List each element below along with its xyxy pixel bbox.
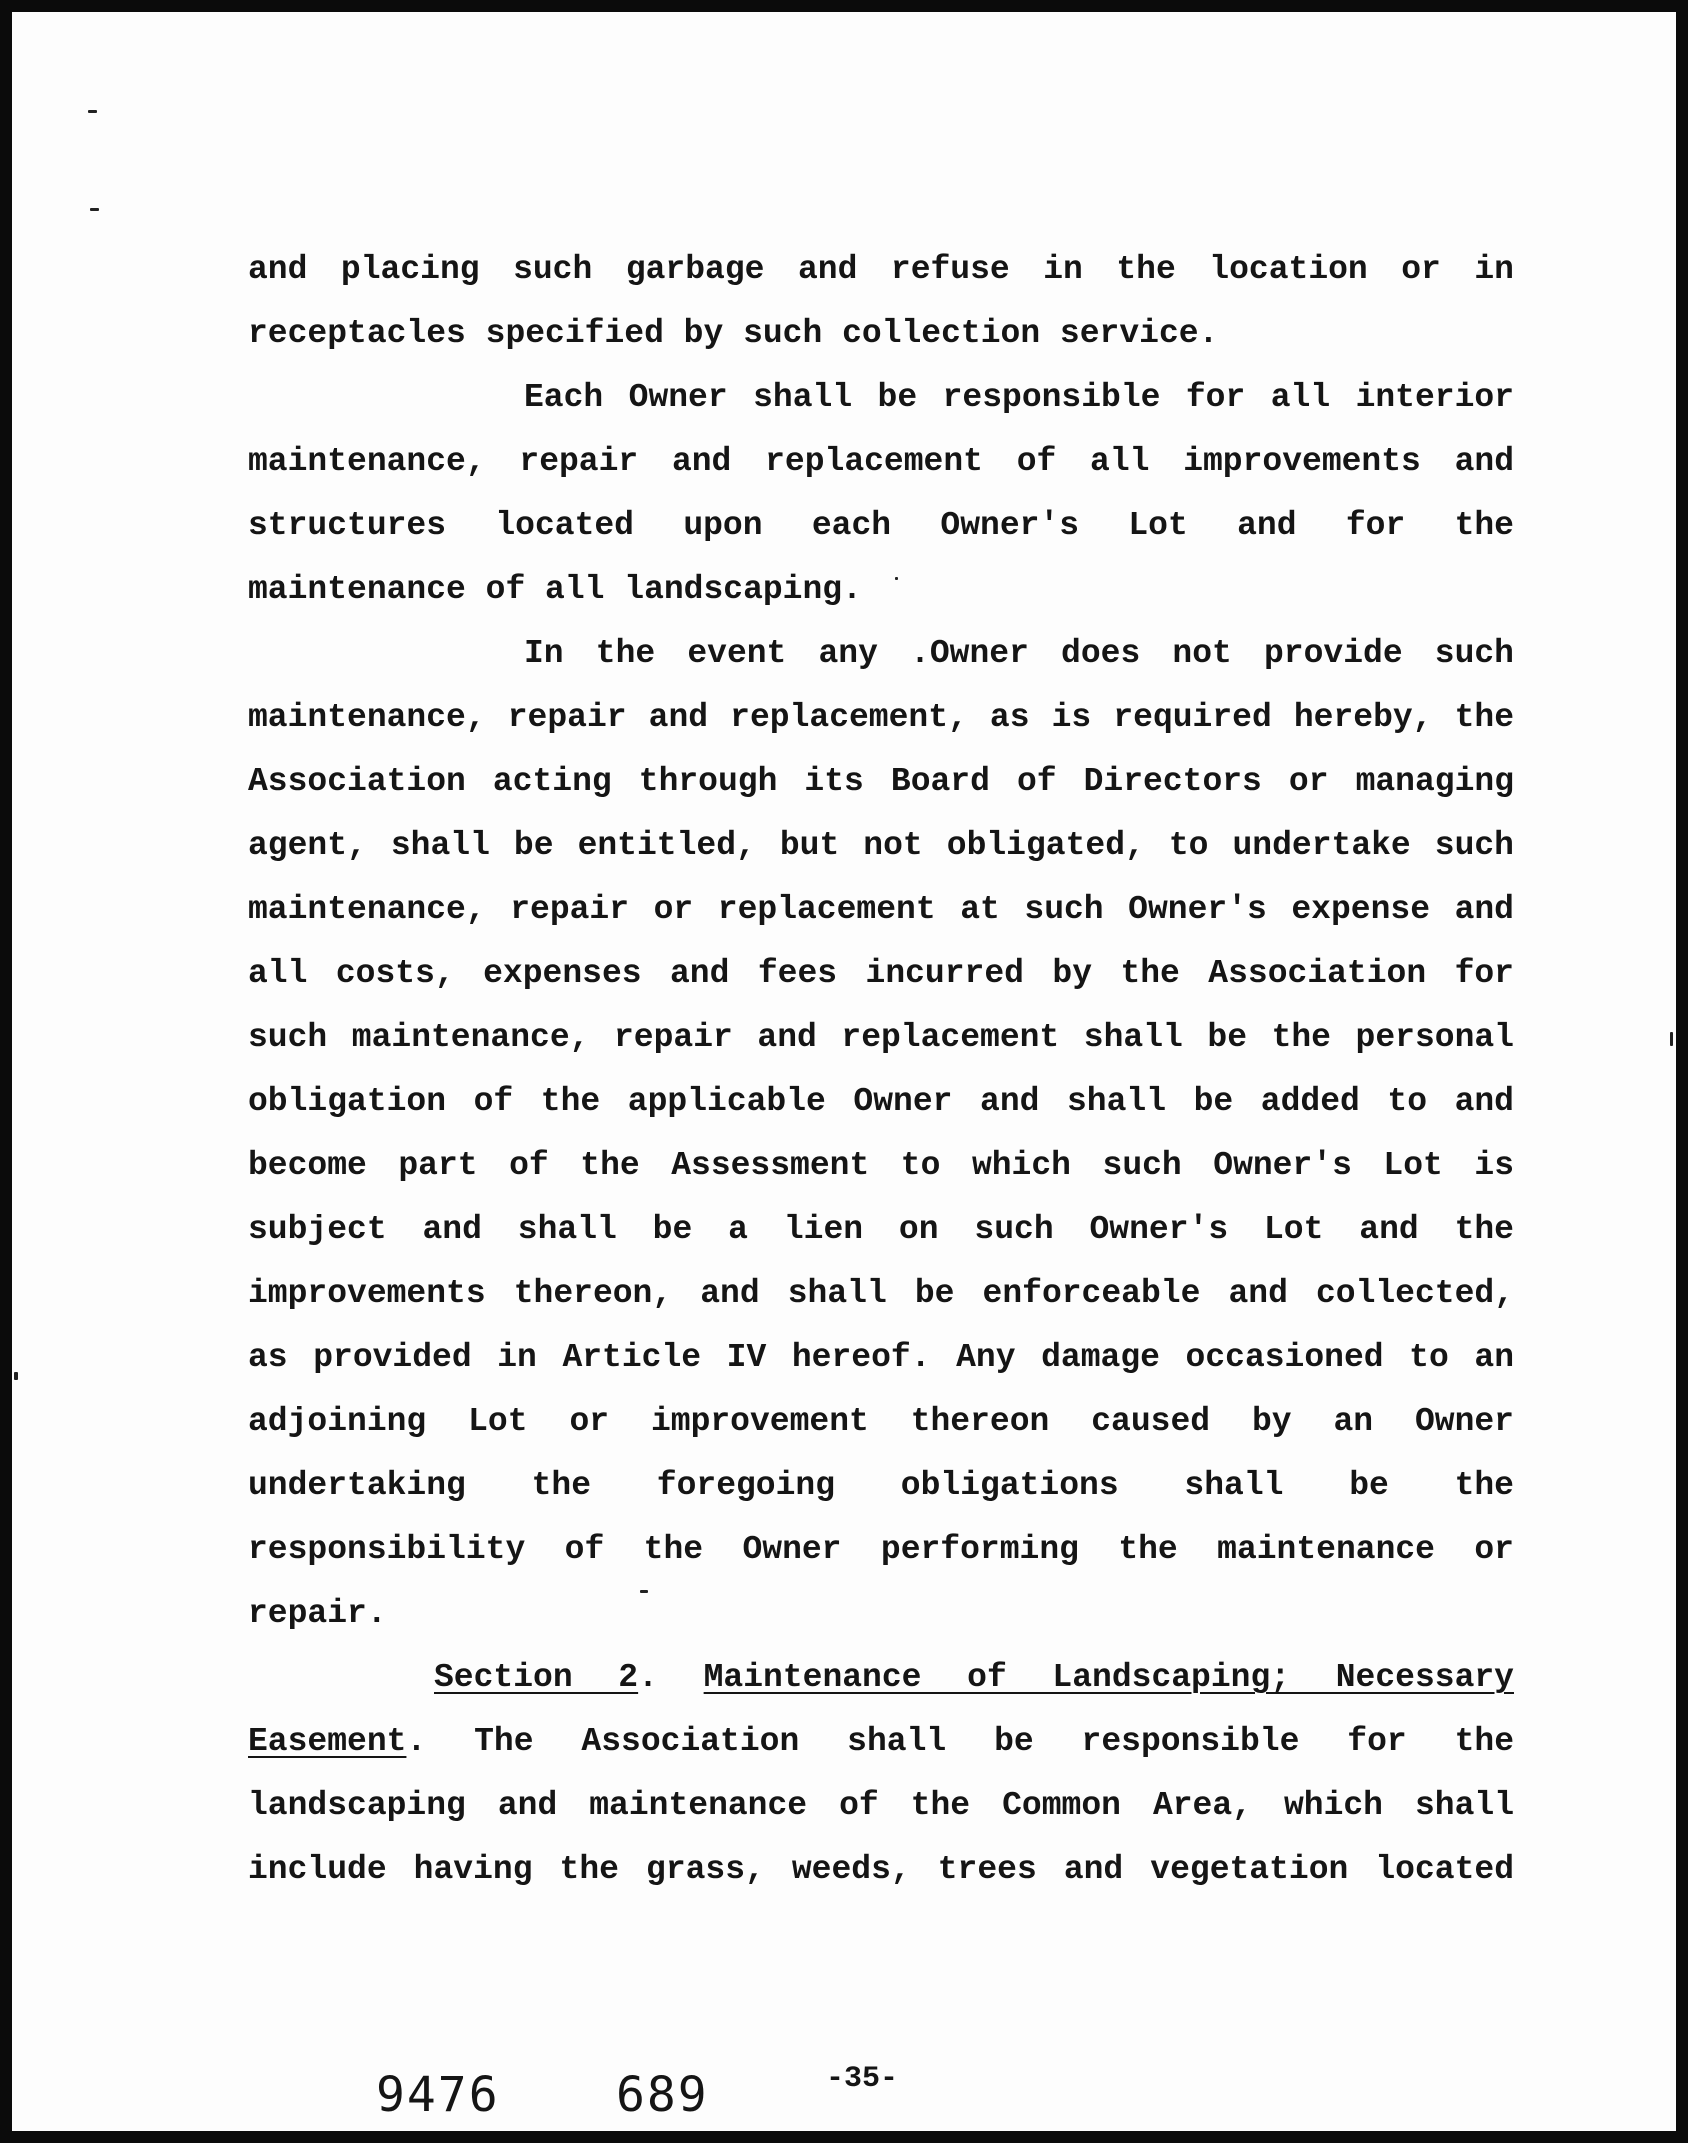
- paragraph-start-line: Each Owner shall be responsible for all interior: [524, 379, 1514, 416]
- scan-speck: [895, 577, 898, 580]
- text-line: maintenance, repair and replacement of all improvements and: [248, 443, 1514, 480]
- scan-speck: [1670, 1032, 1673, 1046]
- text-line: maintenance, repair and replacement, as is required hereby, the: [248, 699, 1514, 736]
- text-line: agent, shall be entitled, but not obligated, to undertake such: [248, 827, 1514, 864]
- text-line: become part of the Assessment to which such Owner's Lot is: [248, 1147, 1514, 1184]
- text-line: adjoining Lot or improvement thereon caused by an Owner: [248, 1403, 1514, 1440]
- section-period: .: [638, 1659, 658, 1696]
- text-line: structures located upon each Owner's Lot and for the: [248, 507, 1514, 544]
- paragraph-start-line: In the event any .Owner does not provide such: [524, 635, 1514, 672]
- text-line: and placing such garbage and refuse in the location or in: [248, 251, 1514, 288]
- page-number: -35-: [826, 2062, 899, 2096]
- text-line: undertaking the foregoing obligations shall be the: [248, 1467, 1514, 1504]
- text-line: responsibility of the Owner performing the maintenance or: [248, 1531, 1514, 1568]
- section-text-line: [248, 1710, 1514, 1774]
- section-title-continued: Easement: [248, 1723, 407, 1760]
- scan-speck: [90, 208, 99, 211]
- section-text-line: landscaping and maintenance of the Common Area, which shall: [248, 1787, 1514, 1824]
- section-text: . The Association shall be responsible for the: [406, 1723, 1514, 1760]
- text-line: all costs, expenses and fees incurred by the Association for: [248, 955, 1514, 992]
- scan-speck: [88, 110, 97, 113]
- text-line: as provided in Article IV hereof. Any damage occasioned to an: [248, 1339, 1514, 1376]
- body-text: [248, 238, 1514, 1902]
- section-heading-line: [248, 1646, 1514, 1710]
- text-line: repair.: [248, 1595, 387, 1632]
- section-title: Maintenance of Landscaping; Necessary: [703, 1659, 1514, 1696]
- section-label: Section 2: [434, 1659, 639, 1696]
- text-line: such maintenance, repair and replacement shall be the personal: [248, 1019, 1514, 1056]
- scan-speck: [14, 1372, 18, 1380]
- text-line: maintenance, repair or replacement at such Owner's expense and: [248, 891, 1514, 928]
- section-text-line: include having the grass, weeds, trees and vegetation located: [248, 1851, 1514, 1888]
- text-line: maintenance of all landscaping.: [248, 571, 862, 608]
- text-line: subject and shall be a lien on such Owner's Lot and the: [248, 1211, 1514, 1248]
- text-line: obligation of the applicable Owner and shall be added to and: [248, 1083, 1514, 1120]
- document-page: [12, 12, 1676, 2131]
- book-number: 9476: [376, 2067, 500, 2123]
- page-reference: 689: [616, 2067, 709, 2123]
- text-line: Association acting through its Board of Directors or managing: [248, 763, 1514, 800]
- text-line: improvements thereon, and shall be enforceable and collected,: [248, 1275, 1514, 1312]
- text-line: receptacles specified by such collection service.: [248, 315, 1219, 352]
- scan-speck: [640, 1590, 648, 1593]
